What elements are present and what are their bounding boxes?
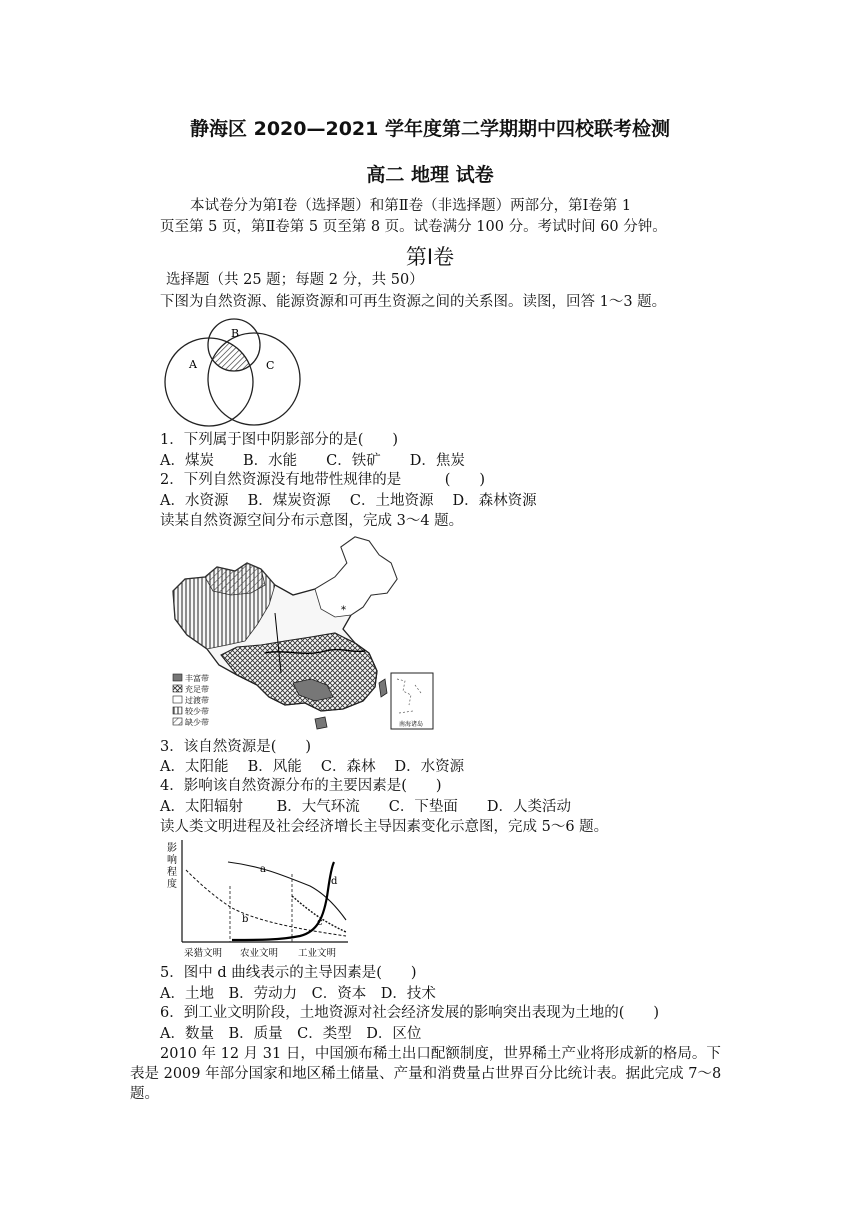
curve-label-b: b bbox=[242, 914, 249, 925]
y-label-char-1: 影 bbox=[167, 843, 177, 854]
question-4: 4．影响该自然资源分布的主要因素是( ) bbox=[160, 778, 442, 794]
venn-diagram bbox=[160, 310, 305, 430]
intro-line-1: 本试卷分为第Ⅰ卷（选择题）和第Ⅱ卷（非选择题）两部分，第Ⅰ卷第 1 bbox=[190, 198, 632, 214]
hainan-island bbox=[315, 717, 327, 729]
group2-intro: 读某自然资源空间分布示意图，完成 3～4 题。 bbox=[160, 513, 464, 529]
venn-label-c: C bbox=[266, 359, 275, 372]
legend-swatch-lacking bbox=[173, 718, 182, 725]
zone-lacking bbox=[205, 563, 265, 595]
question-6: 6．到工业文明阶段，土地资源对社会经济发展的影响突出表现为土地的( ) bbox=[160, 1005, 660, 1021]
resource-map bbox=[165, 533, 440, 733]
legend-swatch-transitional bbox=[173, 696, 182, 703]
legend-swatch-sufficient bbox=[173, 685, 182, 692]
star-marker-icon: * bbox=[341, 605, 346, 616]
intro-line-2: 页至第 5 页，第Ⅱ卷第 5 页至第 8 页。试卷满分 100 分。考试时间 60 分钟。 bbox=[160, 219, 667, 235]
curve-d bbox=[232, 862, 334, 940]
curve-label-c: c bbox=[317, 917, 323, 928]
question-5-options: A．土地 B．劳动力 C．资本 D．技术 bbox=[160, 986, 436, 1002]
question-1: 1．下列属于图中阴影部分的是( ) bbox=[160, 432, 399, 448]
civilization-factor-diagram bbox=[160, 836, 355, 960]
legend-label-transitional: 过渡带 bbox=[185, 696, 209, 705]
venn-label-b: B bbox=[231, 327, 240, 340]
group1-intro: 下图为自然资源、能源资源和可再生资源之间的关系图。读图，回答 1～3 题。 bbox=[160, 294, 667, 310]
circle-c bbox=[208, 333, 300, 425]
y-label-char-3: 程 bbox=[167, 867, 177, 878]
legend-swatch-less bbox=[173, 707, 182, 714]
question-1-options: A．煤炭 B．水能 C．铁矿 D．焦炭 bbox=[160, 453, 465, 469]
legend-swatch-rich bbox=[173, 674, 182, 681]
question-6-options: A．数量 B．质量 C．类型 D．区位 bbox=[160, 1026, 422, 1042]
question-2: 2．下列自然资源没有地带性规律的是 ( ) bbox=[160, 472, 486, 488]
question-4-options: A．太阳辐射 B．大气环流 C．下垫面 D．人类活动 bbox=[160, 799, 571, 815]
inset-label: 南海诸岛 bbox=[399, 721, 424, 728]
legend-label-less: 较少带 bbox=[185, 707, 209, 716]
taiwan-island bbox=[379, 679, 387, 697]
y-label-char-4: 度 bbox=[167, 879, 177, 890]
x-label-hunting: 采猎文明 bbox=[184, 948, 223, 959]
section-note: 选择题（共 25 题；每题 2 分，共 50） bbox=[166, 272, 424, 288]
y-label-char-2: 响 bbox=[167, 855, 177, 866]
venn-label-a: A bbox=[189, 358, 197, 371]
group4-line-2: 表是 2009 年部分国家和地区稀土储量、产量和消费量占世界百分比统计表。据此完成 7～8 bbox=[130, 1066, 722, 1082]
zone-transitional bbox=[315, 537, 397, 617]
question-3: 3．该自然资源是( ) bbox=[160, 739, 312, 755]
legend-label-lacking: 缺少带 bbox=[185, 718, 209, 727]
curve-label-d: d bbox=[331, 876, 338, 887]
curve-label-a: a bbox=[260, 864, 266, 875]
x-label-agriculture: 农业文明 bbox=[240, 948, 279, 959]
legend-label-sufficient: 充足带 bbox=[185, 685, 209, 694]
exam-title: 静海区 2020—2021 学年度第二学期期中四校联考检测 bbox=[190, 118, 670, 140]
group4-line-3: 题。 bbox=[130, 1086, 159, 1102]
group4-line-1: 2010 年 12 月 31 日，中国颁布稀土出口配额制度，世界稀土产业将形成新的格局。下 bbox=[160, 1046, 721, 1062]
legend-label-rich: 丰富带 bbox=[185, 674, 209, 683]
exam-subtitle: 高二 地理 试卷 bbox=[366, 164, 494, 186]
group3-intro: 读人类文明进程及社会经济增长主导因素变化示意图，完成 5～6 题。 bbox=[160, 819, 609, 835]
question-3-options: A．太阳能 B．风能 C．森林 D．水资源 bbox=[160, 759, 465, 775]
section-title: 第Ⅰ卷 bbox=[405, 245, 455, 269]
x-label-industry: 工业文明 bbox=[298, 948, 337, 959]
question-2-options: A．水资源 B．煤炭资源 C．土地资源 D．森林资源 bbox=[160, 493, 537, 509]
question-5: 5．图中 d 曲线表示的主导因素是( ) bbox=[160, 965, 417, 981]
